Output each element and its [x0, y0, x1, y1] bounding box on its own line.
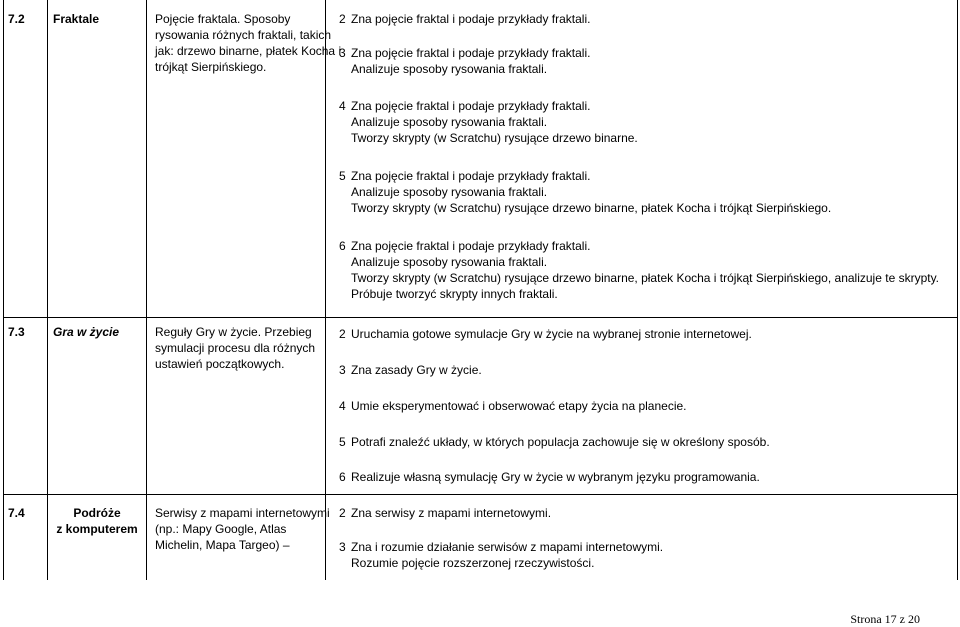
level-number: 4: [339, 99, 346, 113]
section-number: 7.3: [8, 325, 25, 339]
level-requirements: Zna pojęcie fraktal i podaje przykłady fraktali. Analizuje sposoby rysowania fraktali. Tworzy skrypty (w Scratchu) rysujące drzewo binarne, płatek Kocha i trójkąt Sierpińskiego, analizuje te skrypty. Próbuje tworzyć skrypty innych fraktali.: [351, 239, 940, 301]
level-requirements: Realizuje własną symulację Gry w życie w wybranym języku programowania.: [351, 470, 760, 484]
level-requirements: Zna pojęcie fraktal i podaje przykłady fraktali.: [351, 12, 591, 26]
level-requirements: Uruchamia gotowe symulacje Gry w życie na wybranej stronie internetowej.: [351, 327, 752, 341]
row-divider-7-4: [3, 494, 958, 495]
level-number: 6: [339, 239, 346, 253]
page-number: Strona 17 z 20: [850, 612, 920, 626]
table-border-left: [3, 0, 4, 580]
section-name: Gra w życie: [53, 325, 120, 339]
column-divider-levels: [325, 0, 326, 580]
level-requirements: Zna i rozumie działanie serwisów z mapami internetowymi. Rozumie pojęcie rozszerzonej rzeczywistości.: [351, 540, 664, 570]
section-topic: Pojęcie fraktala. Sposoby rysowania różnych fraktali, takich jak: drzewo binarne, płatek Kocha i trójkąt Sierpińskiego.: [155, 12, 342, 74]
level-number: 5: [339, 169, 346, 183]
level-requirements: Zna pojęcie fraktal i podaje przykłady fraktali. Analizuje sposoby rysowania fraktali. Tworzy skrypty (w Scratchu) rysujące drzewo binarne.: [351, 99, 638, 145]
level-number: 6: [339, 470, 346, 484]
level-requirements: Zna pojęcie fraktal i podaje przykłady fraktali. Analizuje sposoby rysowania fraktali. Tworzy skrypty (w Scratchu) rysujące drzewo binarne, płatek Kocha i trójkąt Sierpińskiego.: [351, 169, 832, 215]
level-requirements: Zna pojęcie fraktal i podaje przykłady fraktali. Analizuje sposoby rysowania fraktali.: [351, 46, 591, 76]
level-requirements: Potrafi znaleźć układy, w których populacja zachowuje się w określony sposób.: [351, 435, 770, 449]
level-requirements: Umie eksperymentować i obserwować etapy życia na planecie.: [351, 399, 687, 413]
section-number: 7.4: [8, 506, 25, 520]
section-name: Fraktale: [53, 12, 100, 26]
level-number: 3: [339, 46, 346, 60]
level-number: 2: [339, 12, 346, 26]
table-border-right: [957, 0, 958, 580]
section-topic: Serwisy z mapami internetowymi (np.: Mapy Google, Atlas Michelin, Mapa Targeo) –: [155, 506, 330, 552]
column-divider-topic: [146, 0, 147, 580]
level-requirements: Zna zasady Gry w życie.: [351, 363, 482, 377]
level-requirements: Zna serwisy z mapami internetowymi.: [351, 506, 552, 520]
level-number: 2: [339, 506, 346, 520]
level-number: 3: [339, 540, 346, 554]
level-number: 5: [339, 435, 346, 449]
level-number: 2: [339, 327, 346, 341]
column-divider-name: [47, 0, 48, 580]
section-number: 7.2: [8, 12, 25, 26]
level-number: 4: [339, 399, 346, 413]
level-number: 3: [339, 363, 346, 377]
row-divider-7-3: [3, 317, 958, 318]
section-name: Podróże z komputerem: [56, 506, 138, 536]
section-topic: Reguły Gry w życie. Przebieg symulacji procesu dla różnych ustawień początkowych.: [155, 325, 316, 371]
